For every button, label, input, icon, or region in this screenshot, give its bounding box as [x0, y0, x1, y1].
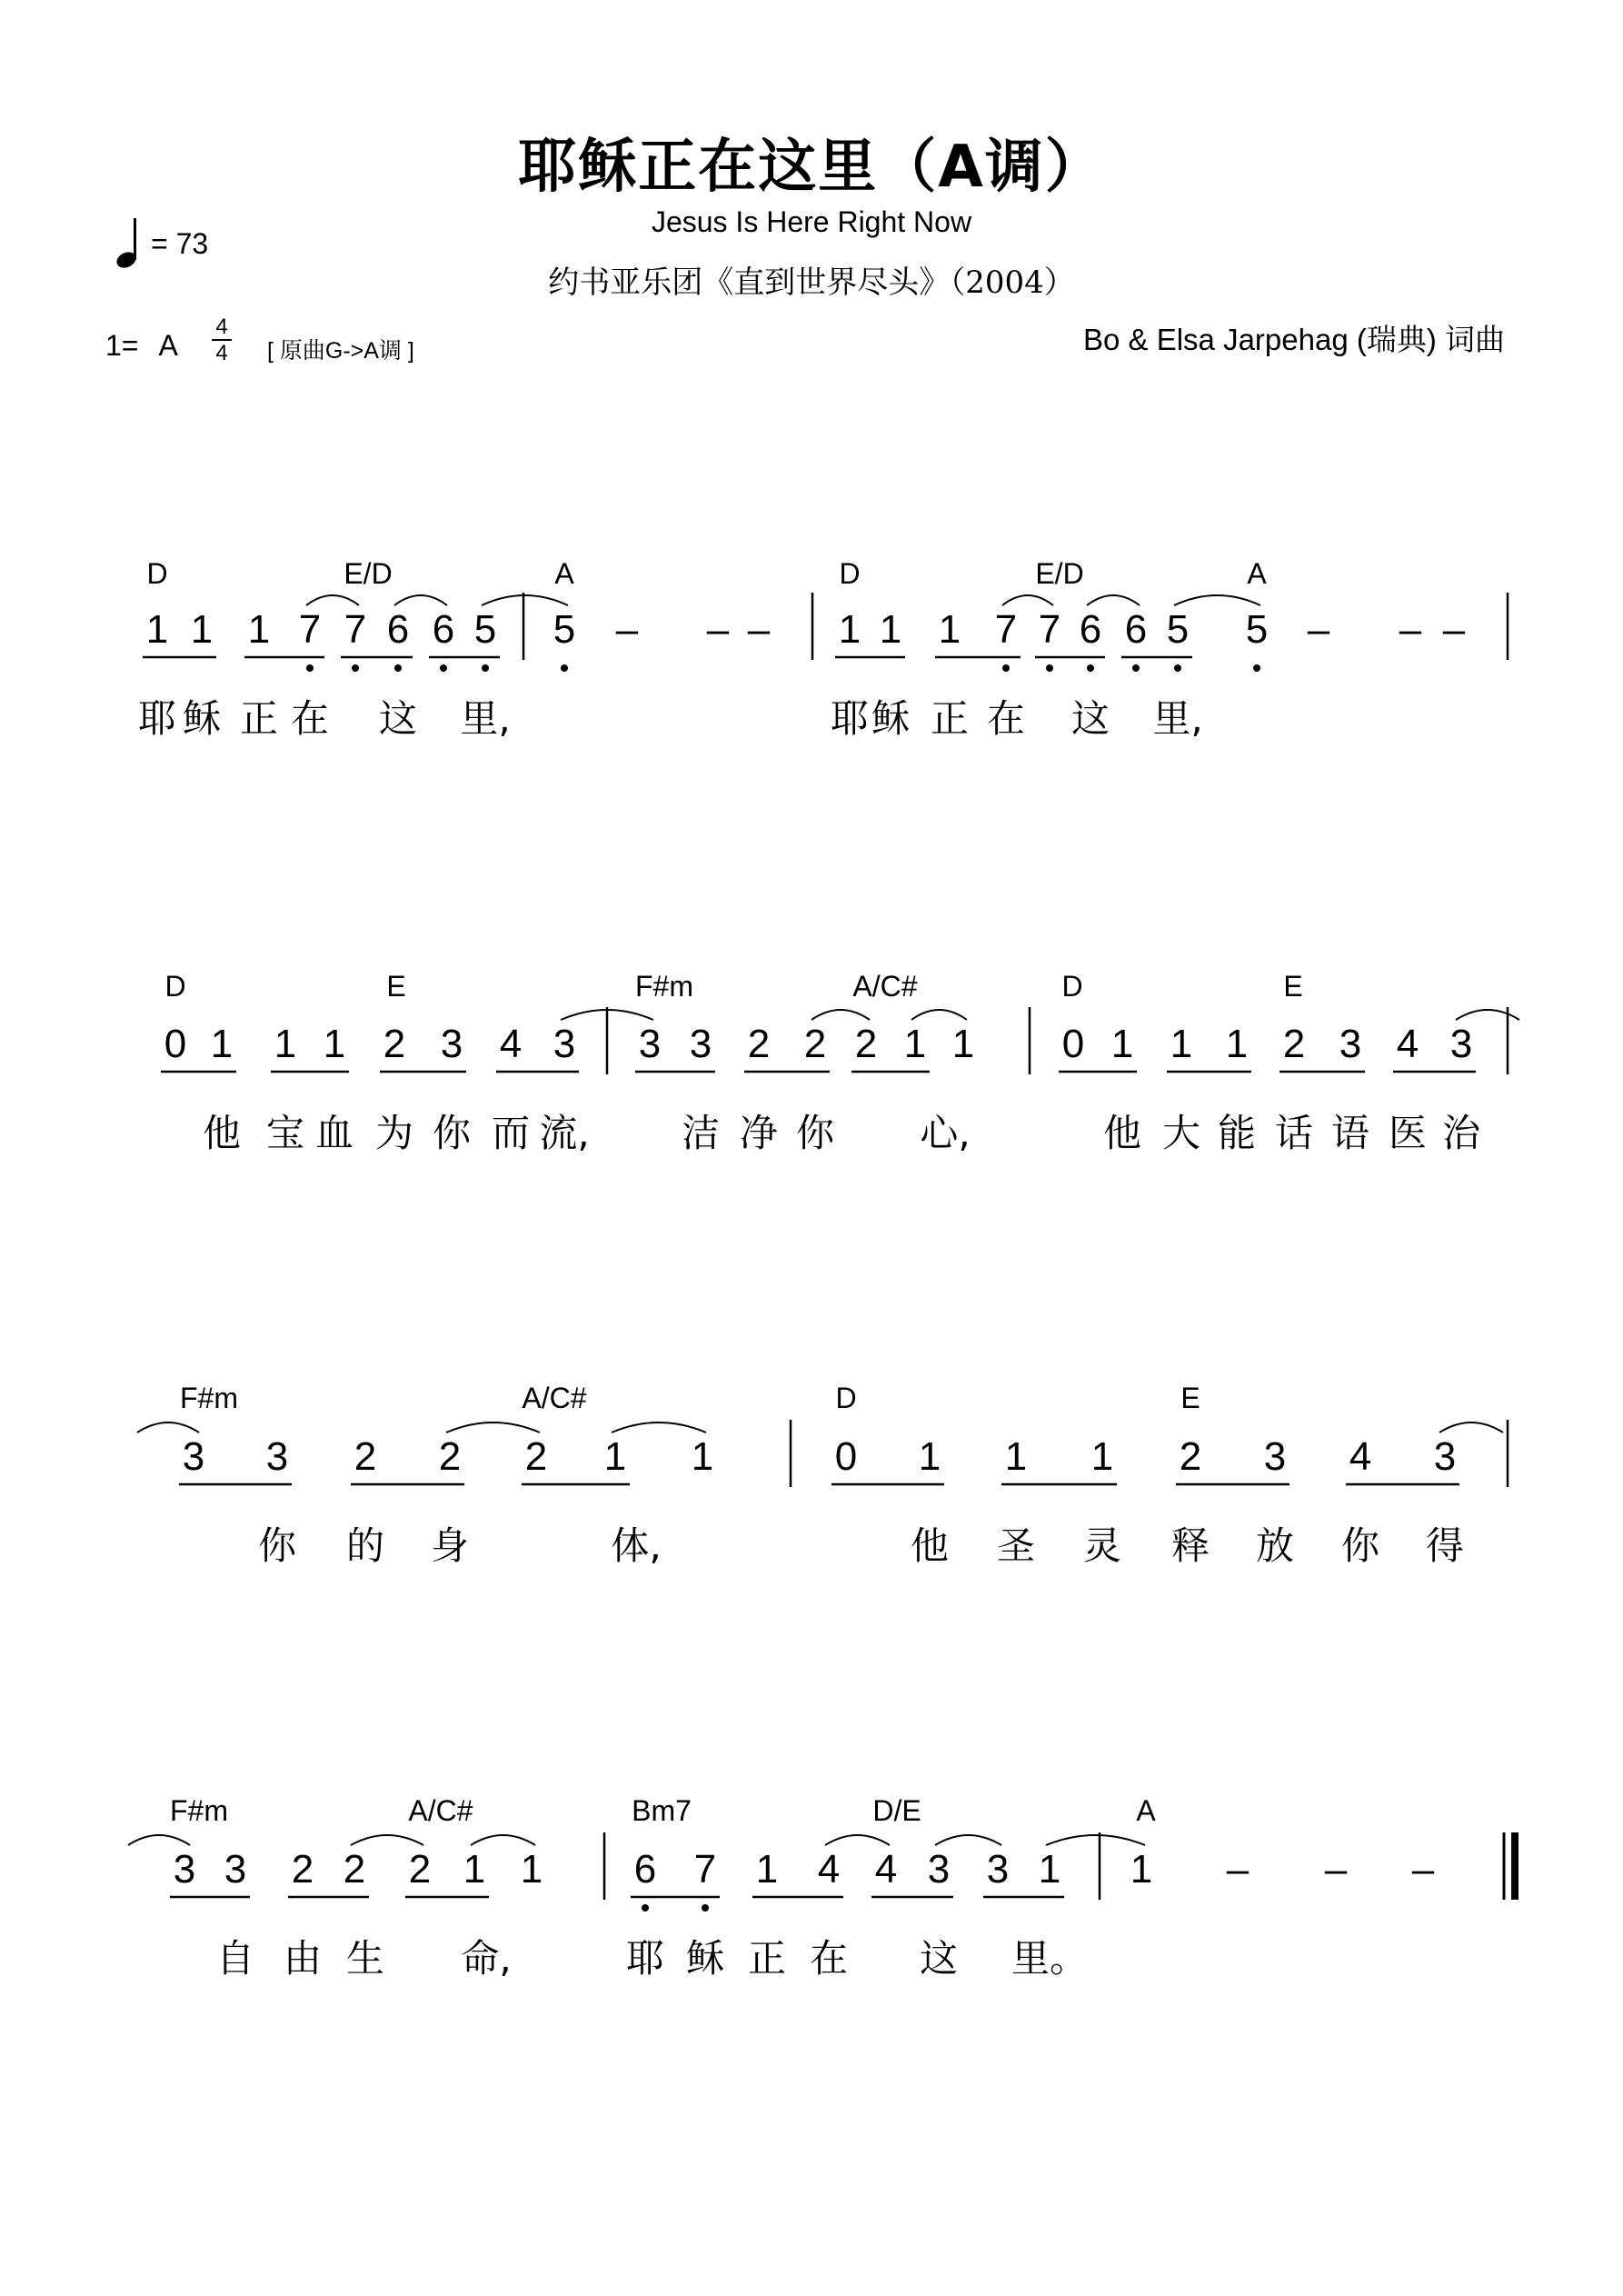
- note-number: 0: [164, 1022, 187, 1066]
- lyric-char: 耶: [625, 1936, 665, 1981]
- lyric-char: 的: [345, 1523, 385, 1568]
- note-number: 2: [854, 1022, 878, 1066]
- note-number: 3: [182, 1434, 205, 1479]
- lyric-char: 血: [314, 1111, 354, 1155]
- octave-dot: [702, 1904, 709, 1912]
- chord-symbol: D: [835, 1382, 857, 1414]
- lyric-char: 放: [1255, 1523, 1295, 1568]
- lyric-char: 体,: [611, 1523, 662, 1568]
- lyric-char: 语: [1330, 1111, 1370, 1155]
- lyric-char: 释: [1170, 1523, 1210, 1568]
- slur: [825, 1835, 890, 1845]
- slur: [306, 595, 359, 605]
- note-number: 1: [274, 1022, 297, 1066]
- note-number: 6: [432, 607, 455, 652]
- note-number: 3: [440, 1022, 463, 1066]
- lyric-char: 他: [1102, 1111, 1142, 1155]
- lyric-char: 生: [345, 1936, 385, 1981]
- note-number: 1: [691, 1434, 714, 1479]
- time-sig-top: 4: [215, 314, 228, 339]
- slur: [482, 595, 568, 605]
- note-number: 4: [499, 1022, 523, 1066]
- octave-dot: [440, 664, 447, 672]
- octave-dot: [1002, 664, 1010, 672]
- time-sig-bottom: 4: [215, 341, 228, 365]
- lyric-char: 自: [215, 1936, 255, 1981]
- note-number: 3: [927, 1847, 951, 1892]
- chord-symbol: F#m: [635, 970, 693, 1003]
- lyric-char: 你: [1340, 1523, 1380, 1568]
- chord-symbol: D/E: [872, 1794, 921, 1827]
- lyric-char: 而: [491, 1111, 531, 1155]
- lyric-char: 净: [739, 1111, 779, 1155]
- note-number: 3: [173, 1847, 196, 1892]
- note-number: 3: [553, 1022, 576, 1066]
- note-number: 7: [1038, 607, 1061, 652]
- note-number: 1: [1110, 1022, 1134, 1066]
- note-number: 5: [553, 607, 576, 652]
- lyric-char: 得: [1425, 1523, 1465, 1568]
- chord-symbol: F#m: [180, 1382, 238, 1414]
- note-number: 2: [1179, 1434, 1202, 1479]
- note-number: 1: [190, 607, 214, 652]
- chord-symbol: A: [554, 557, 574, 590]
- octave-dot: [482, 664, 489, 672]
- lyric-char: 他: [202, 1111, 242, 1155]
- chord-symbol: A/C#: [852, 970, 918, 1003]
- chord-symbol: D: [146, 557, 168, 590]
- chord-symbol: F#m: [170, 1794, 228, 1827]
- slur: [1046, 1835, 1145, 1845]
- lyric-char: 能: [1217, 1111, 1257, 1155]
- note-number: 3: [1339, 1022, 1362, 1066]
- note-number: 1: [755, 1847, 779, 1892]
- note-number: 1: [463, 1847, 486, 1892]
- lyric-char: 你: [795, 1111, 835, 1155]
- note-number: –: [1399, 607, 1422, 652]
- note-number: 3: [638, 1022, 662, 1066]
- note-number: 3: [224, 1847, 247, 1892]
- lyric-char: 稣: [871, 696, 911, 741]
- lyric-char: 稣: [182, 696, 222, 741]
- note-number: 1: [323, 1022, 346, 1066]
- note-number: 2: [408, 1847, 432, 1892]
- tie-continuation: [137, 1423, 199, 1433]
- note-number: 1: [1004, 1434, 1028, 1479]
- note-number: 1: [1170, 1022, 1193, 1066]
- chord-symbol: E/D: [1035, 557, 1084, 590]
- tie-to-next-line: [1456, 1010, 1519, 1020]
- note-number: 0: [1061, 1022, 1085, 1066]
- key-letter: A: [158, 329, 178, 362]
- chord-symbol: E: [1283, 970, 1303, 1003]
- chord-symbol: E: [1180, 1382, 1200, 1414]
- note-number: 5: [1245, 607, 1269, 652]
- lyric-char: 宝: [265, 1111, 305, 1155]
- lyric-char: 里,: [460, 696, 511, 741]
- slur: [561, 1010, 653, 1020]
- octave-dot: [1132, 664, 1140, 672]
- chord-symbol: E: [386, 970, 406, 1003]
- lyric-char: 耶: [830, 696, 870, 741]
- lyric-char: 大: [1161, 1111, 1201, 1155]
- note-number: 2: [343, 1847, 366, 1892]
- note-number: 1: [838, 607, 861, 652]
- note-number: 1: [603, 1434, 627, 1479]
- key-signature: [105, 329, 178, 363]
- slur: [911, 1010, 967, 1020]
- lyric-char: 这: [919, 1936, 959, 1981]
- note-number: 7: [298, 607, 322, 652]
- note-number: 1: [938, 607, 961, 652]
- lyric-char: 正: [930, 696, 970, 741]
- note-number: 6: [1124, 607, 1148, 652]
- note-number: 1: [210, 1022, 234, 1066]
- note-number: 4: [1349, 1434, 1372, 1479]
- note-number: 1: [1090, 1434, 1114, 1479]
- song-subtitle: Jesus Is Here Right Now: [651, 205, 972, 238]
- note-number: 3: [1449, 1022, 1473, 1066]
- lyric-char: 圣: [996, 1523, 1036, 1568]
- note-number: 0: [834, 1434, 858, 1479]
- lyric-char: 命,: [461, 1936, 512, 1981]
- tie-continuation: [128, 1835, 190, 1845]
- note-number: 1: [1225, 1022, 1249, 1066]
- lyric-char: 稣: [685, 1936, 725, 1981]
- note-number: –: [1411, 1847, 1435, 1892]
- note-number: 3: [265, 1434, 289, 1479]
- tie-to-next-line: [1439, 1423, 1503, 1433]
- song-title: 耶稣正在这里（A调）: [518, 134, 1105, 201]
- note-number: 2: [524, 1434, 548, 1479]
- note-number: 2: [1282, 1022, 1306, 1066]
- note-number: 1: [520, 1847, 543, 1892]
- lyric-char: 流,: [539, 1111, 590, 1155]
- lyric-char: 身: [430, 1523, 470, 1568]
- note-number: –: [1307, 607, 1330, 652]
- octave-dot: [394, 664, 402, 672]
- lyric-char: 正: [747, 1936, 787, 1981]
- note-number: 1: [903, 1022, 927, 1066]
- lyric-char: 治: [1441, 1111, 1481, 1155]
- slur: [812, 1010, 870, 1020]
- note-number: 5: [473, 607, 497, 652]
- note-number: 4: [874, 1847, 898, 1892]
- lyric-char: 为: [374, 1111, 414, 1155]
- octave-dot: [1087, 664, 1094, 672]
- lyric-char: 里,: [1152, 696, 1203, 741]
- tempo-value: = 73: [151, 227, 209, 260]
- slur: [471, 1835, 535, 1845]
- slur: [1002, 595, 1053, 605]
- lyric-char: 由: [283, 1936, 323, 1981]
- note-number: 2: [383, 1022, 406, 1066]
- note-number: 3: [1263, 1434, 1287, 1479]
- chord-symbol: A: [1136, 1794, 1156, 1827]
- octave-dot: [352, 664, 359, 672]
- note-number: 2: [353, 1434, 377, 1479]
- slur: [394, 595, 447, 605]
- lyric-char: 灵: [1082, 1523, 1122, 1568]
- note-number: 6: [633, 1847, 657, 1892]
- slur: [1087, 595, 1140, 605]
- octave-dot: [1253, 664, 1260, 672]
- note-number: 2: [438, 1434, 462, 1479]
- lyric-char: 正: [239, 696, 279, 741]
- octave-dot: [561, 664, 568, 672]
- credits: Bo & Elsa Jarpehag (瑞典) 词曲: [1083, 323, 1505, 356]
- slur: [612, 1423, 706, 1433]
- note-number: –: [1442, 607, 1466, 652]
- note-number: 3: [1433, 1434, 1457, 1479]
- key-prefix: 1=: [105, 329, 139, 362]
- lyric-char: 心,: [920, 1111, 971, 1155]
- lyric-char: 这: [378, 696, 418, 741]
- chord-symbol: D: [164, 970, 186, 1003]
- note-number: 2: [291, 1847, 314, 1892]
- note-number: 1: [951, 1022, 975, 1066]
- lyric-char: 话: [1274, 1111, 1314, 1155]
- original-key-note: [ 原曲G->A调 ]: [267, 338, 414, 364]
- octave-dot: [642, 1904, 649, 1912]
- chord-symbol: D: [839, 557, 861, 590]
- slur: [1174, 595, 1260, 605]
- chord-symbol: Bm7: [632, 1794, 692, 1827]
- note-number: 2: [747, 1022, 771, 1066]
- lyric-char: 在: [290, 696, 330, 741]
- album-info: 约书亚乐团《直到世界尽头》（2004）: [548, 265, 1075, 301]
- note-number: 1: [1038, 1847, 1061, 1892]
- octave-dot: [306, 664, 314, 672]
- time-signature: [209, 314, 234, 365]
- note-number: 1: [879, 607, 902, 652]
- note-number: –: [1226, 1847, 1250, 1892]
- lyric-char: 里。: [1011, 1936, 1089, 1981]
- note-number: –: [615, 607, 639, 652]
- note-number: 1: [1130, 1847, 1153, 1892]
- lyric-char: 洁: [681, 1111, 721, 1155]
- note-number: –: [747, 607, 771, 652]
- lyric-char: 医: [1388, 1111, 1428, 1155]
- octave-dot: [1046, 664, 1053, 672]
- octave-dot: [1174, 664, 1181, 672]
- note-number: 4: [817, 1847, 841, 1892]
- chord-symbol: D: [1061, 970, 1083, 1003]
- note-number: 3: [689, 1022, 712, 1066]
- chord-symbol: E/D: [344, 557, 393, 590]
- note-number: –: [706, 607, 730, 652]
- note-number: 7: [344, 607, 367, 652]
- chord-symbol: A/C#: [522, 1382, 587, 1414]
- note-number: –: [1324, 1847, 1348, 1892]
- note-number: 6: [386, 607, 410, 652]
- lyric-char: 在: [986, 696, 1026, 741]
- note-number: 1: [247, 607, 271, 652]
- slur: [446, 1423, 540, 1433]
- chord-symbol: A: [1247, 557, 1267, 590]
- lyric-char: 你: [257, 1523, 297, 1568]
- note-number: 1: [145, 607, 169, 652]
- note-number: 7: [994, 607, 1018, 652]
- lyric-char: 你: [432, 1111, 472, 1155]
- note-number: 1: [918, 1434, 941, 1479]
- note-number: 6: [1079, 607, 1102, 652]
- note-number: 7: [693, 1847, 717, 1892]
- chord-symbol: A/C#: [408, 1794, 473, 1827]
- note-number: 3: [986, 1847, 1010, 1892]
- note-number: 5: [1166, 607, 1190, 652]
- lyric-char: 在: [809, 1936, 849, 1981]
- lyric-char: 耶: [137, 696, 177, 741]
- lyric-char: 这: [1070, 696, 1110, 741]
- slur: [935, 1835, 1001, 1845]
- note-number: 4: [1396, 1022, 1419, 1066]
- note-number: 2: [803, 1022, 827, 1066]
- slur: [351, 1835, 423, 1845]
- lyric-char: 他: [910, 1523, 950, 1568]
